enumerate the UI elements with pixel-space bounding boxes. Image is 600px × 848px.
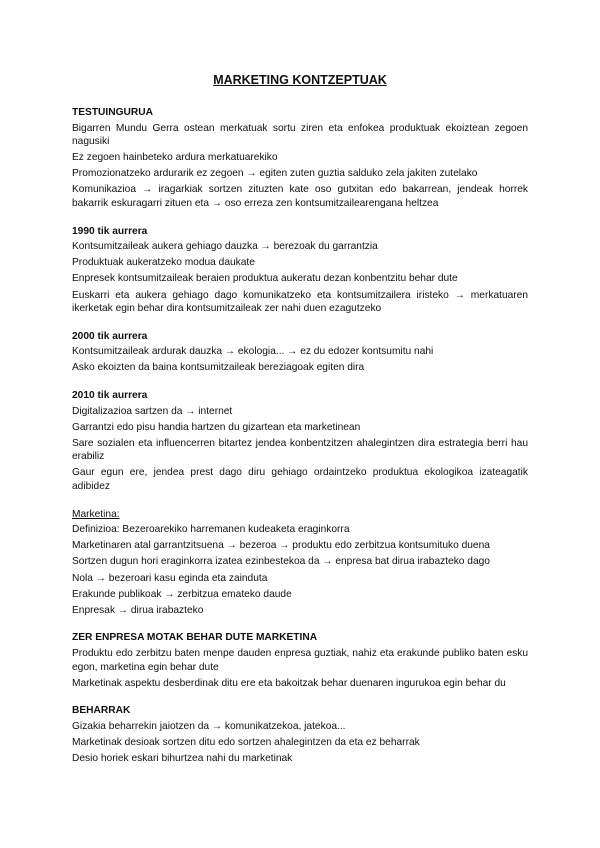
section-2010 bbox=[72, 389, 528, 494]
paragraph: Marketinak desioak sortzen ditu edo sortzen ahalegintzen da eta ez beharrak bbox=[72, 736, 420, 748]
paragraph: Promozionatzeko ardurarik ez zegoen → egiten zuten guztia salduko zela jakiten zutelako bbox=[72, 168, 478, 180]
paragraph: Ez zegoen hainbeteko ardura merkatuarekiko bbox=[72, 152, 278, 164]
paragraph: Desio horiek eskari bihurtzea nahi du marketinak bbox=[72, 752, 293, 764]
paragraph: Enpresak → dirua irabazteko bbox=[72, 604, 204, 616]
section-beharrak bbox=[72, 704, 528, 765]
paragraph: Produktuak aukeratzeko modua daukate bbox=[72, 257, 255, 269]
paragraph: Digitalizazioa sartzen da → internet bbox=[72, 405, 233, 417]
paragraph: Marketinak aspektu desberdinak ditu ere eta bakoitzak behar duenaren ingurukoa egin behar du bbox=[72, 677, 506, 689]
section-1990 bbox=[72, 225, 528, 316]
paragraph: Kontsumitzaileak aukera gehiago dauzka → berezoak du garrantzia bbox=[72, 241, 378, 253]
paragraph: Garrantzi edo pisu handia hartzen du gizartean eta marketinean bbox=[72, 421, 361, 433]
paragraph: Komunikazioa → iragarkiak sortzen zituzten kate oso gutxitan edo bakarrean, jendeak horrek bakarrik eskuragarri zituen eta → oso erreza zen kontsumitzailearengana heltzea bbox=[72, 184, 528, 210]
paragraph: Kontsumitzaileak ardurak dauzka → ekologia... → ez du edozer kontsumitu nahi bbox=[72, 346, 434, 358]
section-marketina bbox=[72, 508, 528, 618]
section-heading: ZER ENPRESA MOTAK BEHAR DUTE MARKETINA bbox=[72, 632, 318, 644]
paragraph: Gaur egun ere, jendea prest dago diru gehiago ordaintzeko produktua ekologikoa izateagatik adibidez bbox=[72, 467, 528, 493]
paragraph: Sortzen dugun hori eraginkorra izatea ezinbestekoa da → enpresa bat dirua irabazteko dago bbox=[72, 556, 490, 568]
section-heading: 2000 tik aurrera bbox=[72, 330, 148, 342]
paragraph: Gizakia beharrekin jaiotzen da → komunikatzekoa, jatekoa... bbox=[72, 720, 346, 732]
section-heading: TESTUINGURUA bbox=[72, 107, 153, 118]
paragraph: Bigarren Mundu Gerra ostean merkatuak sortu ziren eta enfokea produktuak ekoiztean zegoen nagusiki bbox=[72, 122, 528, 148]
paragraph: Sare sozialen eta influencerren bitartez jendea konbentzitzen ahalegintzen dira estrategia berri hau erabiliz bbox=[72, 437, 528, 463]
section-testuingurua bbox=[72, 106, 528, 211]
paragraph: Erakunde publikoak → zerbitzua emateko daude bbox=[72, 588, 292, 600]
paragraph: Euskarri eta aukera gehiago dago komunikatzeko eta kontsumitzailera iristeko → merkatuaren ikerketak egin behar dira kontsumitzaileak zer nahi duen ezagutzeko bbox=[72, 289, 528, 315]
document-title: MARKETING KONTZEPTUAK bbox=[213, 73, 387, 87]
section-heading: 2010 tik aurrera bbox=[72, 390, 148, 401]
paragraph: Nola → bezeroari kasu eginda eta zainduta bbox=[72, 572, 268, 584]
section-heading: Marketina: bbox=[72, 508, 120, 520]
section-heading: BEHARRAK bbox=[72, 705, 131, 717]
paragraph: Asko ekoizten da baina kontsumitzaileak bereziagoak egiten dira bbox=[72, 362, 365, 374]
paragraph: Marketinaren atal garrantzitsuena → bezeroa → produktu edo zerbitzua kontsumituko duena bbox=[72, 540, 490, 552]
paragraph: Definizioa: Bezeroarekiko harremanen kudeaketa eraginkorra bbox=[72, 524, 350, 536]
section-heading: 1990 tik aurrera bbox=[72, 225, 148, 237]
section-enpresa-motak bbox=[72, 631, 528, 690]
paragraph: Enpresek kontsumitzaileak beraien produktua aukeratu dezan konbentzitu behar dute bbox=[72, 273, 458, 285]
paragraph: Produktu edo zerbitzu baten menpe dauden enpresa guztiak, nahiz eta erakunde publiko baten esku egon, marketina egin behar dute bbox=[72, 647, 528, 673]
section-2000 bbox=[72, 330, 528, 375]
document-body bbox=[72, 72, 528, 780]
